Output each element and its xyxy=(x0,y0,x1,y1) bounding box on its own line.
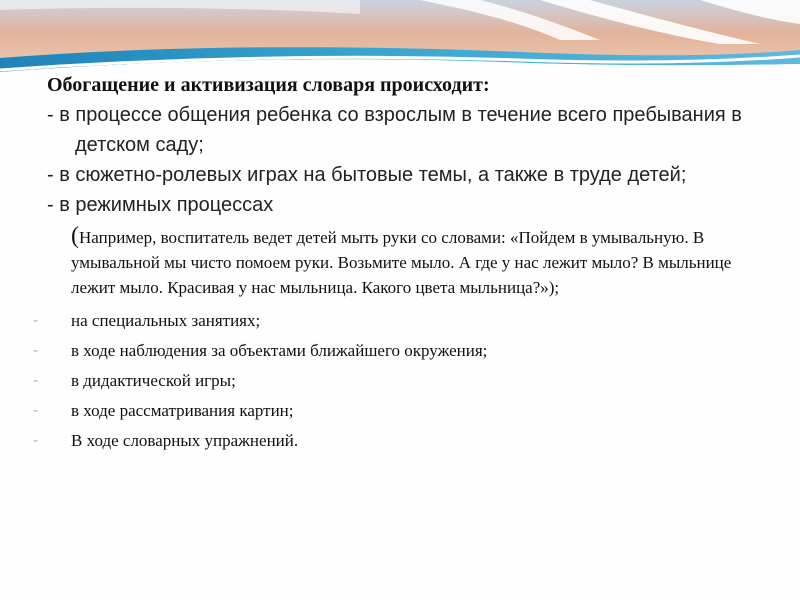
dash-item: - в процессе общения ребенка со взрослым в течение всего пребывания в детском саду; xyxy=(47,104,742,156)
list-item-text: на специальных занятиях; xyxy=(71,311,261,330)
example-open-paren: ( xyxy=(71,223,79,249)
example-text: Например, воспитатель ведет детей мыть руки со словами: «Пойдем в умывальную. В умывальной мы чисто помоем руки. Возьмите мыло. А где у нас лежит мыло? В мыльнице лежит мыло. Красивая у нас мыльница. Какого цвета мыльница?»); xyxy=(71,228,732,297)
list-item-text: В ходе словарных упражнений. xyxy=(71,431,299,450)
list-item xyxy=(33,366,767,396)
slide-heading: Обогащение и активизация словаря происходит: xyxy=(47,74,490,96)
slide-content xyxy=(33,70,767,456)
list-item xyxy=(33,306,767,336)
bullet-dash-icon: - xyxy=(33,343,39,359)
list-item-text: в ходе рассматривания картин; xyxy=(71,401,294,420)
bullet-dash-icon: - xyxy=(33,403,39,419)
bullet-dash-icon: - xyxy=(33,373,39,389)
bullet-dash-icon: - xyxy=(33,433,39,449)
list-item xyxy=(33,336,767,366)
list-item xyxy=(33,426,767,456)
list-item-text: в ходе наблюдения за объектами ближайшего окружения; xyxy=(71,341,488,360)
dash-item: - в режимных процессах xyxy=(47,194,274,216)
list-item-text: в дидактической игры; xyxy=(71,371,236,390)
list-item xyxy=(33,396,767,426)
bullet-dash-icon: - xyxy=(33,313,39,329)
bullet-list xyxy=(33,306,767,456)
example-paragraph xyxy=(71,224,767,300)
dash-item: - в сюжетно-ролевых играх на бытовые темы, а также в труде детей; xyxy=(47,164,687,186)
